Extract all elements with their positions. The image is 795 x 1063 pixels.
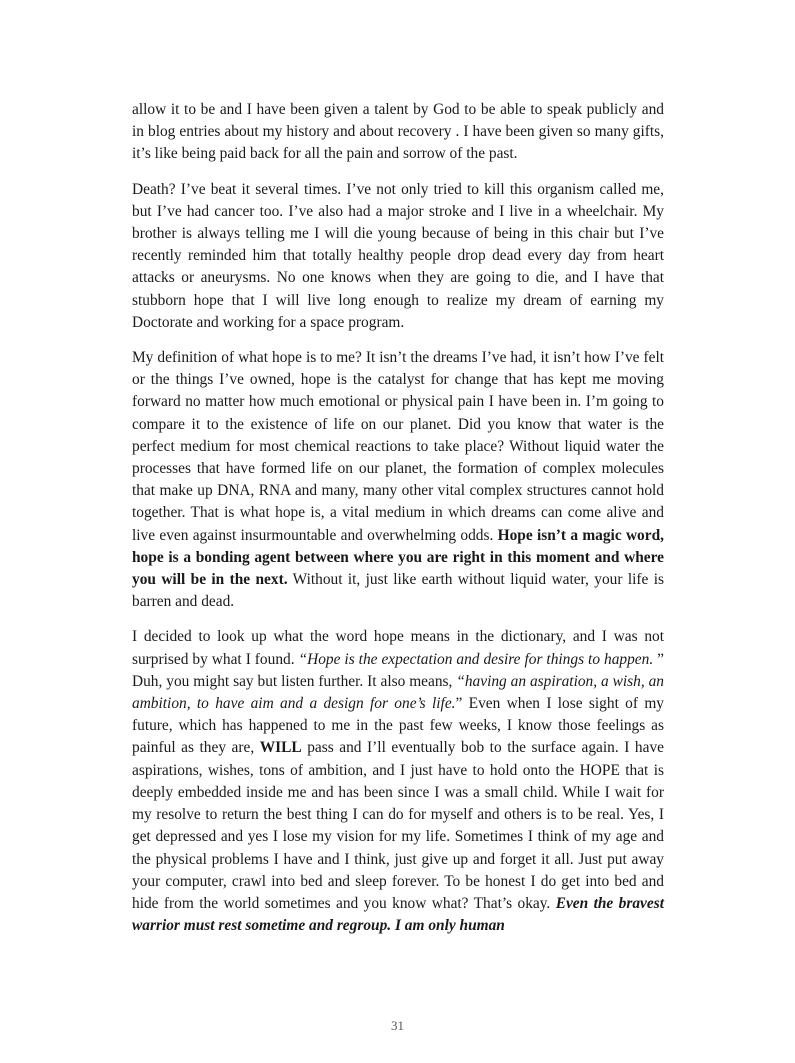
paragraph-4-after-quote-1: ” Duh, you might say but listen further. It also means, [132, 650, 664, 690]
paragraph-3-bold-statement: Hope isn’t a magic word, hope is a bonding agent between where you are right in this moment and where you will be in the next. [132, 526, 664, 589]
paragraph-3-tail: Without it, just like earth without liquid water, your life is barren and dead. [132, 571, 665, 611]
paragraph-1-text: allow it to be and I have been given a talent by God to be able to speak publicly and in blog entries about my history and about recovery . I have been given so many gifts, it’s like being paid back for all the pain and sorrow of the past. [132, 101, 664, 163]
paragraph-3 [132, 347, 664, 613]
paragraph-4-intro: I decided to look up what the word hope means in the dictionary, and I was not surprised by what I found. [132, 628, 664, 668]
page-body [132, 99, 664, 950]
paragraph-3-text: My definition of what hope is to me? It isn’t the dreams I’ve had, it isn’t how I’ve felt or the things I’ve owned, hope is the catalyst for change that has kept me moving forward no matter how much emotional or physical pain I have been in. I’m going to compare it to the existence of life on our planet. Did you know that water is the perfect medium for most chemical reactions to take place? Without liquid water the processes that have formed life on our planet, the formation of complex molecules that make up DNA, RNA and many, many other vital complex structures cannot hold together. That is what hope is, a vital medium in which dreams can come alive and live even against insurmountable and overwhelming odds. [132, 349, 664, 544]
paragraph-2-text: Death? I’ve beat it several times. I’ve not only tried to kill this organism called me, but I’ve had cancer too. I’ve also had a major stroke and I live in a wheelchair. My brother is always telling me I will die young because of being in this chair but I’ve recently reminded him that totally healthy people drop dead every day from heart attacks or aneurysms. No one knows when they are going to die, and I have that stubborn hope that I will live long enough to realize my dream of earning my Doctorate and working for a space program. [132, 180, 664, 331]
definition-quote-2: “having an aspiration, a wish, an ambition, to have aim and a design for one’s life. [132, 672, 664, 713]
paragraph-4 [132, 626, 664, 937]
paragraph-4-after-quote-2: ” Even when I lose sight of my future, which has happened to me in the past few weeks, I know those feelings as painful as they are, [132, 695, 665, 757]
paragraph-1 [132, 99, 664, 166]
paragraph-2 [132, 179, 664, 334]
paragraph-4-bold-italic-closing: Even the bravest warrior must rest sometime and regroup. I am only human [132, 894, 664, 935]
paragraph-4-body: pass and I’ll eventually bob to the surface again. I have aspirations, wishes, tons of ambition, and I just have to hold onto the HOPE that is deeply embedded inside me and has been since I was a small child. While I wait for my resolve to return the best thing I can do for myself and others is to be real. Yes, I get depressed and yes I lose my vision for my life. Sometimes I think of my age and the physical problems I have and I think, just give up and forget it all. Just put away your computer, crawl into bed and sleep forever. To be honest I do get into bed and hide from the world sometimes and you know what? That’s okay. [132, 739, 664, 912]
definition-quote-1: “Hope is the expectation and desire for things to happen. [298, 650, 654, 668]
page-number: 31 [391, 1018, 404, 1033]
emphasis-will: WILL [259, 739, 302, 757]
